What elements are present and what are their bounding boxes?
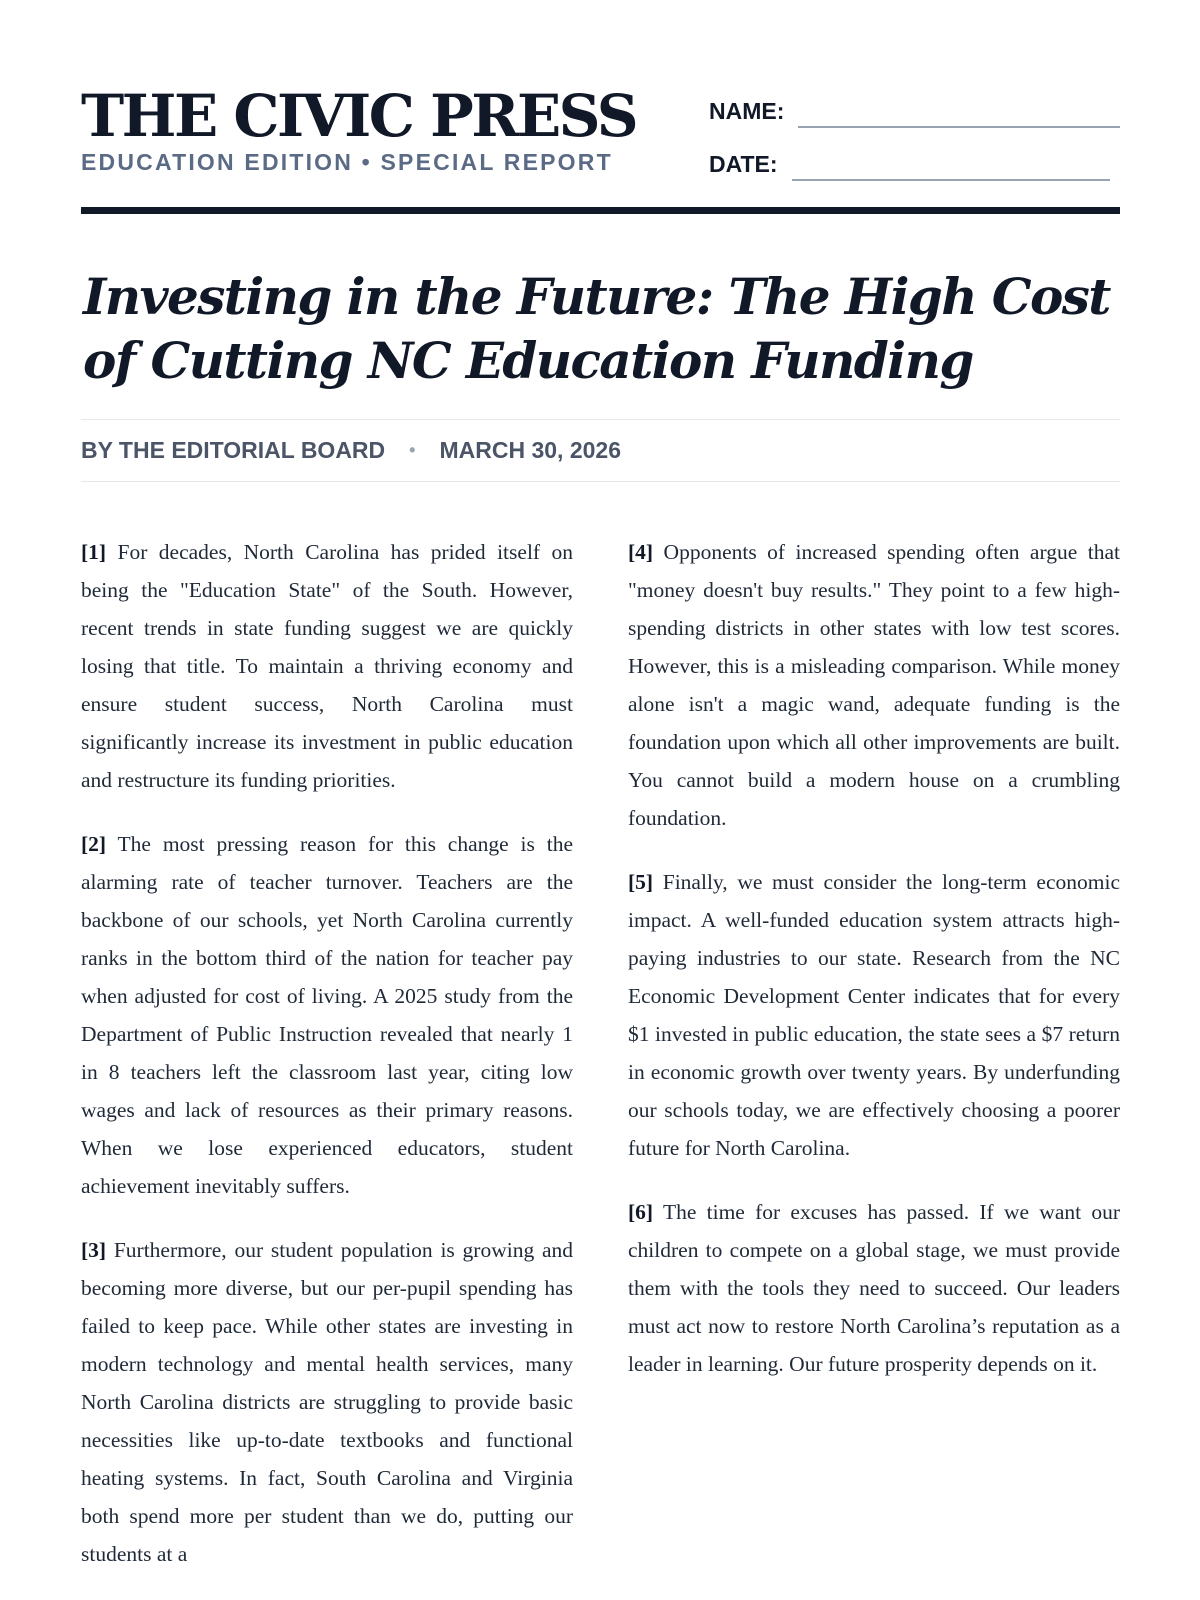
paragraph-text: Furthermore, our student population is growing and becoming more diverse, but our per-pupil spending has failed to keep pace. While other states are investing in modern technology and mental health services, many North Carolina districts are struggling to provide basic necessities like up-to-date textbooks and functional heating systems. In fact, South Carolina and Virginia both spend more per student than we do, putting our students at a <box>81 1238 573 1566</box>
paragraph-2 <box>81 825 573 1205</box>
article-column-left <box>81 533 573 1599</box>
paragraph-text: For decades, North Carolina has prided itself on being the "Education State" of the South. However, recent trends in state funding suggest we are quickly losing that title. To maintain a thriving economy and ensure student success, North Carolina must significantly increase its investment in public education and restructure its funding priorities. <box>81 540 573 792</box>
byline: BY THE EDITORIAL BOARD <box>81 437 386 463</box>
paragraph-number: [4] <box>628 540 654 564</box>
paragraph-text: Finally, we must consider the long-term economic impact. A well-funded education system attracts high-paying industries to our state. Research from the NC Economic Development Center indicates that for every $1 invested in public education, the state sees a $7 return in economic growth over twenty years. By underfunding our schools today, we are effectively choosing a poorer future for North Carolina. <box>628 870 1120 1160</box>
brand <box>81 82 637 176</box>
byline-separator: • <box>409 440 416 460</box>
paragraph-6 <box>628 1193 1120 1383</box>
article-date: MARCH 30, 2026 <box>439 437 621 463</box>
article-column-right <box>628 533 1120 1409</box>
article-headline: Investing in the Future: The High Cost of Cutting NC Education Funding <box>83 267 1110 390</box>
paragraph-text: Opponents of increased spending often argue that "money doesn't buy results." They point to a few high-spending districts in other states with low test scores. However, this is a misleading comparison. While money alone isn't a magic wand, adequate funding is the foundation upon which all other improvements are built. You cannot build a modern house on a crumbling foundation. <box>628 540 1120 830</box>
name-label: NAME: <box>709 98 785 124</box>
paragraph-4 <box>628 533 1120 837</box>
paragraph-1 <box>81 533 573 799</box>
student-fields <box>709 85 1120 191</box>
paragraph-5 <box>628 863 1120 1167</box>
paragraph-3 <box>81 1231 573 1573</box>
date-label: DATE: <box>709 151 778 177</box>
name-field[interactable] <box>709 85 1120 125</box>
newspaper-subtitle: EDUCATION EDITION • SPECIAL REPORT <box>81 149 613 175</box>
masthead <box>81 82 1120 215</box>
paragraph-number: [2] <box>81 832 107 856</box>
paragraph-text: The most pressing reason for this change is the alarming rate of teacher turnover. Teachers are the backbone of our schools, yet North Carolina currently ranks in the bottom third of the nation for teacher pay when adjusted for cost of living. A 2025 study from the Department of Public Instruction revealed that nearly 1 in 8 teachers left the classroom last year, citing low wages and lack of resources as their primary reasons. When we lose experienced educators, student achievement inevitably suffers. <box>81 832 573 1198</box>
paragraph-number: [3] <box>81 1238 107 1262</box>
name-blank-line[interactable] <box>798 102 1120 128</box>
newspaper-title: THE CIVIC PRESS <box>81 82 637 150</box>
byline-bar <box>81 419 1120 482</box>
masthead-divider <box>81 207 1120 214</box>
date-blank-line[interactable] <box>792 155 1110 181</box>
paragraph-number: [6] <box>628 1200 654 1224</box>
paragraph-text: The time for excuses has passed. If we want our children to compete on a global stage, we must provide them with the tools they need to succeed. Our leaders must act now to restore North Carolina’s reputation as a leader in learning. Our future prosperity depends on it. <box>628 1200 1120 1376</box>
date-field[interactable] <box>709 138 1120 178</box>
paragraph-number: [5] <box>628 870 654 894</box>
worksheet-page <box>81 0 1120 1600</box>
paragraph-number: [1] <box>81 540 107 564</box>
